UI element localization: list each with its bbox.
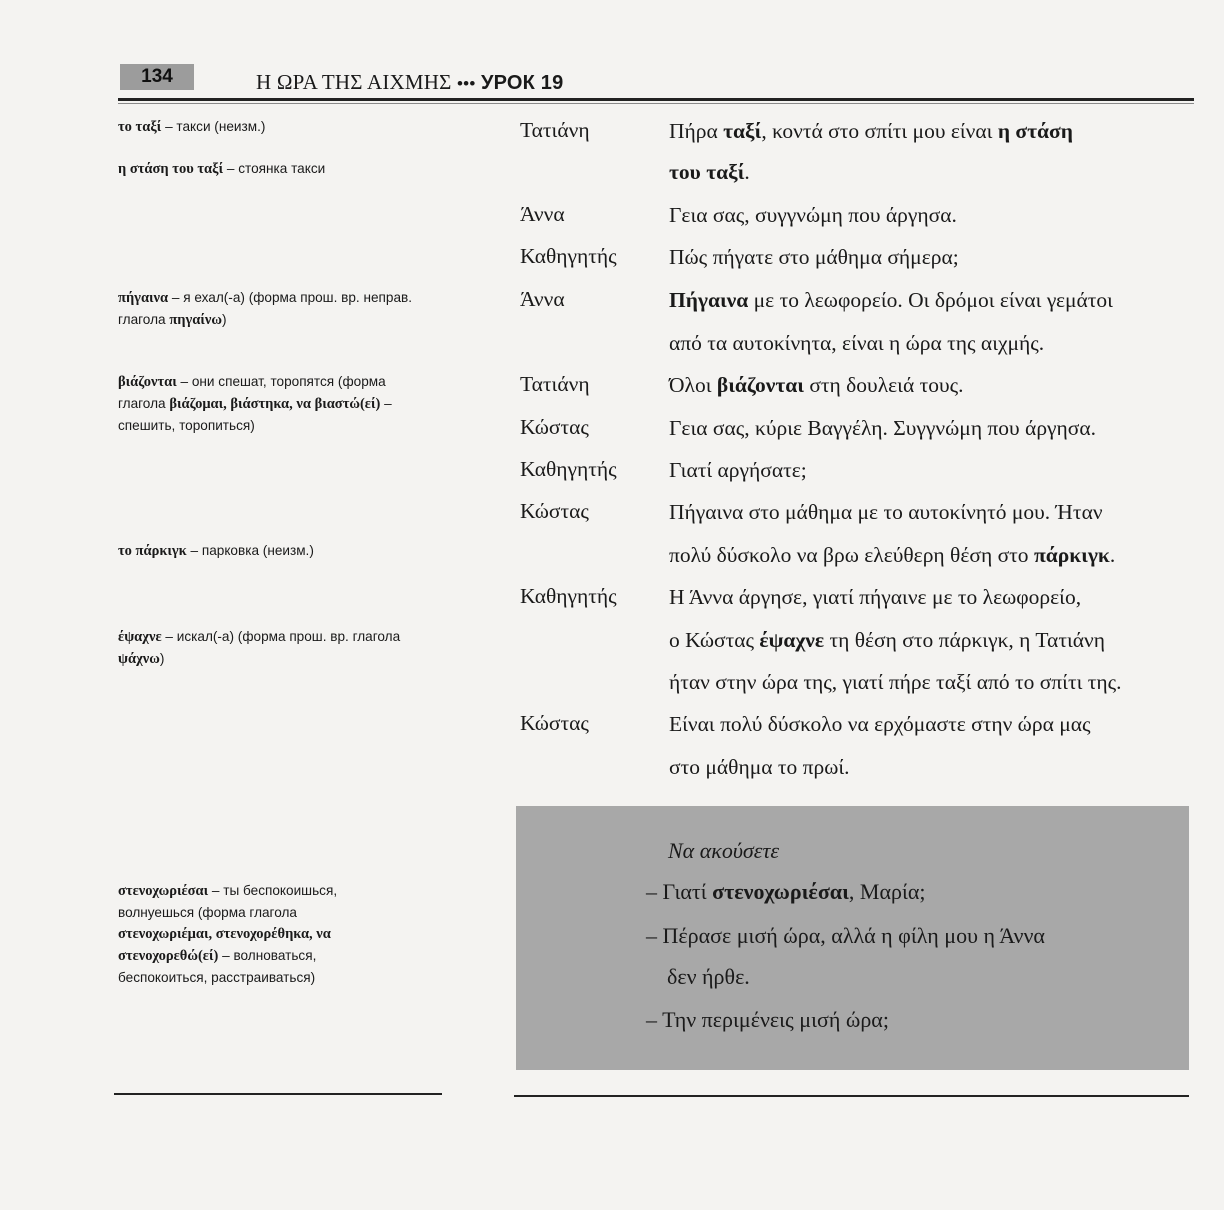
dialogue-line: Γεια σας, κύριε Βαγγέλη. Συγγνώμη που άργησα. — [669, 416, 1097, 440]
speaker-name: Κώστας — [520, 415, 589, 439]
glossary-tail: ) — [221, 312, 227, 327]
speaker-name: Καθηγητής — [520, 584, 617, 608]
glossary-term: πήγαινα — [118, 290, 169, 306]
dialogue-line: Πήγαινα στο μάθημα με το αυτοκίνητό μου. Ήταν — [669, 500, 1103, 524]
glossary-translation: – они спешат, торопятся (форма глагола — [118, 374, 386, 411]
glossary-ref: ψάχνω — [118, 651, 160, 667]
page-number: 134 — [120, 64, 194, 90]
dialogue-line: από τα αυτοκίνητα, είναι η ώρα της αιχμής. — [669, 331, 1045, 355]
dialogue-line: του ταξί. — [669, 160, 750, 184]
listening-line: δεν ήρθε. — [667, 964, 750, 989]
dialogue-line: Είναι πολύ δύσκολο να ερχόμαστε στην ώρα μας — [669, 712, 1091, 736]
glossary-entry — [118, 158, 448, 180]
glossary-term: το πάρκιγκ — [118, 543, 187, 559]
dialogue-line: Πήρα ταξί, κοντά στο σπίτι μου είναι η στάση — [669, 119, 1073, 143]
glossary-entry — [118, 880, 393, 988]
glossary-term: έψαχνε — [118, 629, 162, 645]
book-title: Η ΩΡΑ ΤΗΣ ΑΙΧΜΗΣ — [256, 70, 452, 94]
glossary-entry — [118, 287, 428, 331]
glossary-entry — [118, 626, 418, 670]
dialogue-line: Όλοι βιάζονται στη δουλειά τους. — [669, 373, 964, 397]
glossary-translation: – искал(-а) (форма прош. вр. глагола — [161, 629, 401, 644]
speaker-name: Καθηγητής — [520, 457, 617, 481]
glossary-tail: ) — [159, 651, 165, 666]
header-rule — [118, 98, 1194, 101]
speaker-name: Τατιάνη — [520, 118, 590, 142]
dialogue-line: ο Κώστας έψαχνε τη θέση στο πάρκιγκ, η Τατιάνη — [669, 628, 1105, 652]
dialogue-line: ήταν στην ώρα της, γιατί πήρε ταξί από το σπίτι της. — [669, 670, 1122, 694]
dialogue-line: πολύ δύσκολο να βρω ελεύθερη θέση στο πάρκιγκ. — [669, 543, 1116, 567]
dialogue-line: στο μάθημα το πρωί. — [669, 755, 850, 779]
glossary-translation: – парковка (неизм.) — [186, 543, 314, 558]
title-separator: ••• — [457, 74, 476, 93]
glossary-translation: – я ехал(-а) (форма прош. вр. неправ. глагола — [118, 290, 413, 327]
glossary-entry — [118, 540, 448, 562]
glossary-entry — [118, 371, 430, 436]
glossary-term: το ταξί — [118, 119, 162, 135]
listening-title: Να ακούσετε — [668, 838, 779, 863]
glossary-tail: – волноваться, беспокоиться, расстраиваться) — [118, 948, 317, 985]
glossary-ref: πηγαίνω — [169, 312, 222, 328]
footer-rule-left — [114, 1093, 442, 1095]
glossary-entry — [118, 116, 448, 138]
glossary-translation: – такси (неизм.) — [161, 119, 266, 134]
listening-line: – Γιατί στενοχωριέσαι, Μαρία; — [646, 879, 926, 904]
lesson-number: УРОК 19 — [480, 72, 564, 94]
dialogue-line: Πήγαινα με το λεωφορείο. Οι δρόμοι είναι γεμάτοι — [669, 288, 1113, 312]
listening-line: – Την περιμένεις μισή ώρα; — [646, 1007, 889, 1032]
footer-rule-right — [514, 1095, 1189, 1097]
glossary-ref: στενοχωριέμαι, στενοχορέθηκα, να στενοχορεθώ(εί) — [118, 926, 331, 964]
glossary-term: στενοχωριέσαι — [118, 883, 209, 899]
speaker-name: Κώστας — [520, 499, 589, 523]
glossary-term: η στάση του ταξί — [118, 161, 224, 177]
speaker-name: Καθηγητής — [520, 244, 617, 268]
glossary-translation: – стоянка такси — [223, 161, 326, 176]
dialogue-line: Γεια σας, συγγνώμη που άργησα. — [669, 203, 957, 227]
speaker-name: Άννα — [520, 202, 565, 226]
glossary-translation: – ты беспокоишься, волнуешься (форма глагола — [118, 883, 338, 920]
glossary-ref: βιάζομαι, βιάστηκα, να βιαστώ(εί) — [169, 396, 381, 412]
dialogue-line: Πώς πήγατε στο μάθημα σήμερα; — [669, 245, 959, 269]
speaker-name: Άννα — [520, 287, 565, 311]
glossary-term: βιάζονται — [118, 374, 177, 390]
speaker-name: Τατιάνη — [520, 372, 590, 396]
dialogue-line: Η Άννα άργησε, γιατί πήγαινε με το λεωφορείο, — [669, 585, 1082, 609]
running-title — [256, 68, 563, 98]
speaker-name: Κώστας — [520, 711, 589, 735]
glossary-tail: – спешить, торопиться) — [118, 396, 392, 433]
listening-line: – Πέρασε μισή ώρα, αλλά η φίλη μου η Άννα — [646, 923, 1045, 948]
dialogue-line: Γιατί αργήσατε; — [669, 458, 807, 482]
header-rule-thin — [118, 103, 1194, 104]
